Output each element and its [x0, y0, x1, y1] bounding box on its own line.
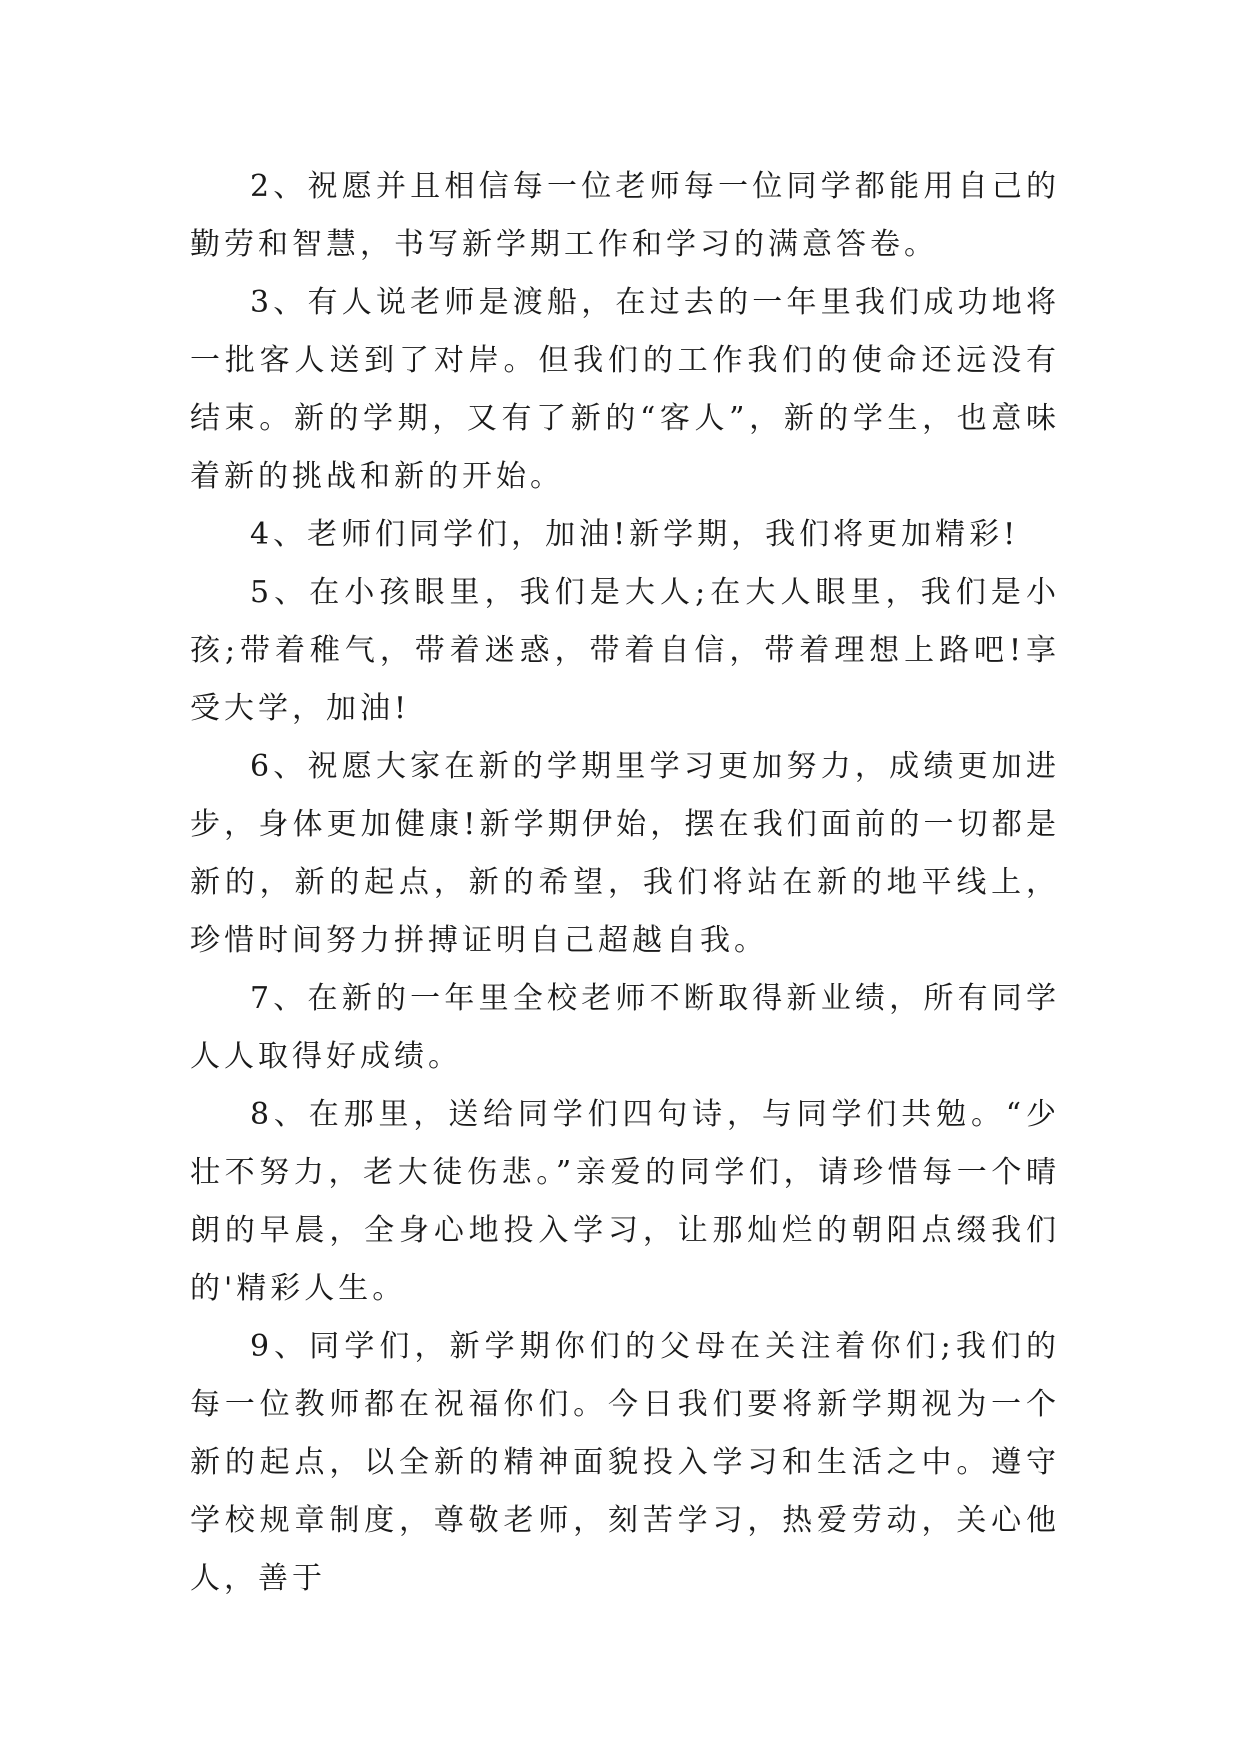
paragraph-7: 7、在新的一年里全校老师不断取得新业绩，所有同学人人取得好成绩。 [190, 981, 1060, 1074]
paragraph-5: 5、在小孩眼里，我们是大人;在大人眼里，我们是小孩;带着稚气，带着迷惑，带着自信，带着理想上路吧!享受大学，加油! [190, 575, 1060, 726]
paragraph-8: 8、在那里，送给同学们四句诗，与同学们共勉。“少壮不努力，老大徒伤悲。”亲爱的同学们，请珍惜每一个晴朗的早晨，全身心地投入学习，让那灿烂的朝阳点缀我们的'精彩人生。 [190, 1097, 1060, 1306]
paragraph-6: 6、祝愿大家在新的学期里学习更加努力，成绩更加进步，身体更加健康!新学期伊始，摆在我们面前的一切都是新的，新的起点，新的希望，我们将站在新的地平线上，珍惜时间努力拼搏证明自己超越自我。 [190, 749, 1060, 958]
paragraph-4: 4、老师们同学们，加油!新学期，我们将更加精彩! [250, 517, 1020, 552]
paragraph-9: 9、同学们，新学期你们的父母在关注着你们;我们的每一位教师都在祝福你们。今日我们要将新学期视为一个新的起点，以全新的精神面貌投入学习和生活之中。遵守学校规章制度，尊敬老师，刻苦学习，热爱劳动，关心他人，善于 [190, 1329, 1060, 1596]
paragraph-3: 3、有人说老师是渡船，在过去的一年里我们成功地将一批客人送到了对岸。但我们的工作我们的使命还远没有结束。新的学期，又有了新的“客人”，新的学生，也意味着新的挑战和新的开始。 [190, 285, 1060, 494]
document-body [190, 158, 1060, 1608]
paragraph-2: 2、祝愿并且相信每一位老师每一位同学都能用自己的勤劳和智慧，书写新学期工作和学习的满意答卷。 [190, 169, 1060, 262]
